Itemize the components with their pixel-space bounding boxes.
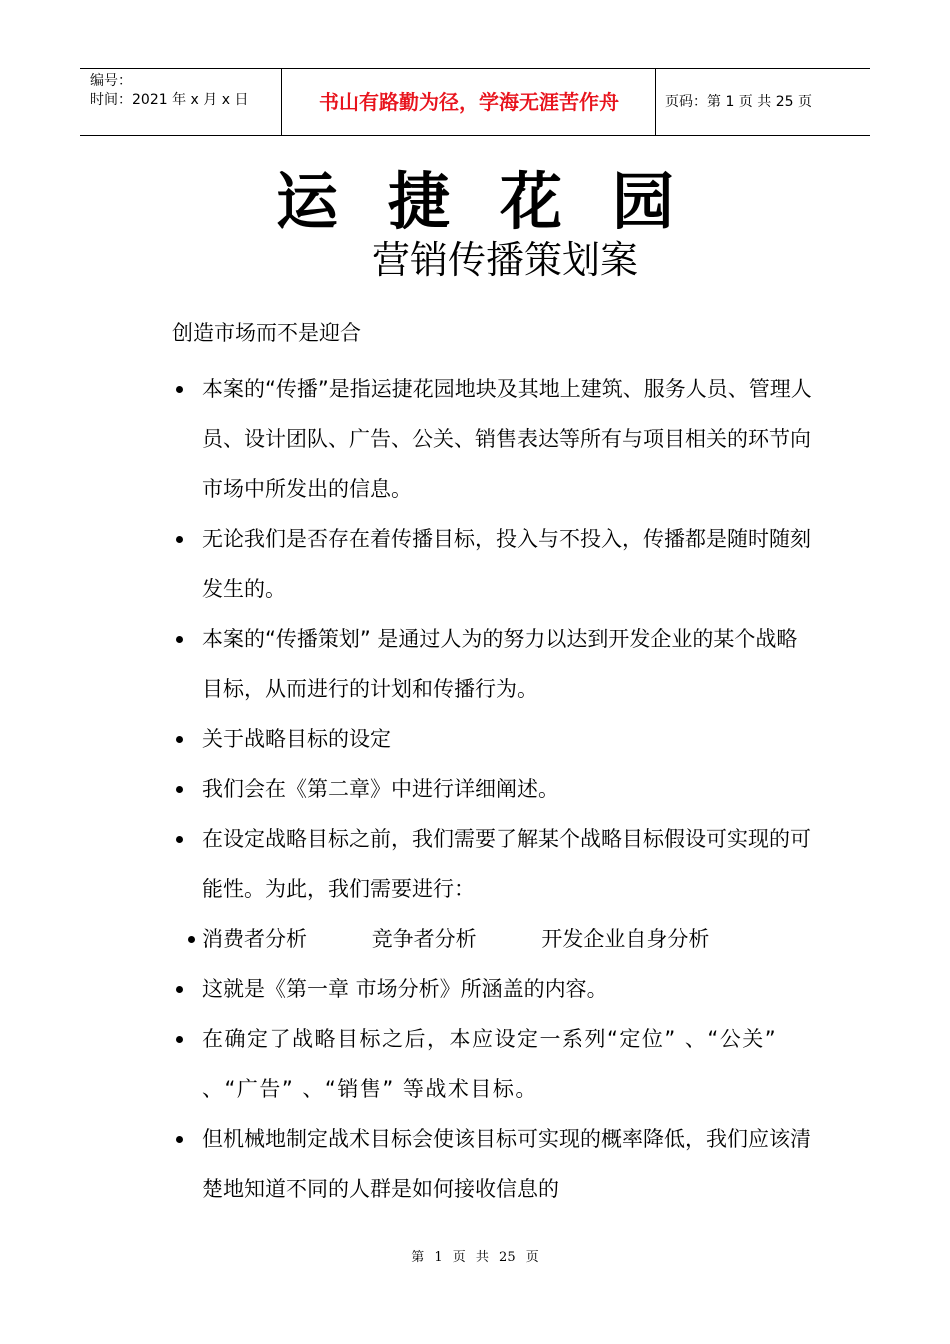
bullet-dot bbox=[176, 386, 183, 393]
header-divider bbox=[655, 69, 656, 135]
bullet-item bbox=[172, 514, 812, 614]
header-meta bbox=[90, 72, 248, 110]
header-page-info: 页码：第 1 页 共 25 页 bbox=[665, 94, 812, 110]
bullet-dot bbox=[176, 786, 183, 793]
bullet-text: 这就是《第一章 市场分析》所涵盖的内容。 bbox=[202, 977, 608, 1001]
bullet-list bbox=[172, 364, 812, 1214]
bullet-dot bbox=[176, 986, 183, 993]
bullet-item bbox=[172, 714, 812, 764]
bullet-dot bbox=[176, 736, 183, 743]
bullet-dot bbox=[176, 536, 183, 543]
bullet-dot bbox=[176, 636, 183, 643]
bullet-text: 在确定了战略目标之后，本应设定一系列“定位” 、“公关” 、“广告” 、“销售” 等战术目标。 bbox=[202, 1027, 778, 1101]
bullet-text: 在设定战略目标之前，我们需要了解某个战略目标假设可实现的可能性。为此，我们需要进行： bbox=[202, 827, 811, 901]
page-footer: 第 1 页 共 25 页 bbox=[411, 1250, 539, 1265]
bullet-text: 无论我们是否存在着传播目标，投入与不投入，传播都是随时随刻发生的。 bbox=[202, 527, 811, 601]
bullet-dot bbox=[176, 836, 183, 843]
bullet-dot bbox=[176, 1136, 183, 1143]
bullet-item-analysis-types bbox=[172, 914, 812, 964]
bullet-item bbox=[172, 814, 812, 914]
bullet-item bbox=[172, 1014, 812, 1114]
bullet-dot bbox=[188, 936, 195, 943]
analysis-competitor: 竞争者分析 bbox=[371, 927, 477, 951]
document-subtitle: 营销传播策划案 bbox=[371, 238, 638, 282]
bullet-text: 我们会在《第二章》中进行详细阐述。 bbox=[202, 777, 559, 801]
analysis-consumer: 消费者分析 bbox=[202, 927, 307, 951]
bullet-dot bbox=[176, 1036, 183, 1043]
page-header bbox=[80, 68, 870, 136]
document-title: 运捷花园 bbox=[275, 165, 724, 238]
lead-line: 创造市场而不是迎合 bbox=[172, 321, 361, 345]
time-label: 时间：2021 年 x 月 x 日 bbox=[90, 92, 249, 108]
bullet-item bbox=[172, 764, 812, 814]
header-motto: 书山有路勤为径，学海无涯苦作舟 bbox=[319, 90, 619, 114]
bullet-item bbox=[172, 614, 812, 714]
bullet-item bbox=[172, 1114, 812, 1214]
bullet-item bbox=[172, 364, 812, 514]
analysis-developer: 开发企业自身分析 bbox=[541, 927, 710, 951]
serial-label: 编号： bbox=[90, 73, 132, 89]
bullet-text: 关于战略目标的设定 bbox=[202, 727, 391, 751]
bullet-text: 本案的“传播”是指运捷花园地块及其地上建筑、服务人员、管理人员、设计团队、广告、公关、销售表达等所有与项目相关的环节向市场中所发出的信息。 bbox=[202, 377, 812, 501]
bullet-text: 但机械地制定战术目标会使该目标可实现的概率降低，我们应该清楚地知道不同的人群是如何接收信息的 bbox=[202, 1127, 811, 1201]
bullet-item bbox=[172, 964, 812, 1014]
bullet-text: 本案的“传播策划” 是通过人为的努力以达到开发企业的某个战略目标，从而进行的计划和传播行为。 bbox=[202, 627, 798, 701]
